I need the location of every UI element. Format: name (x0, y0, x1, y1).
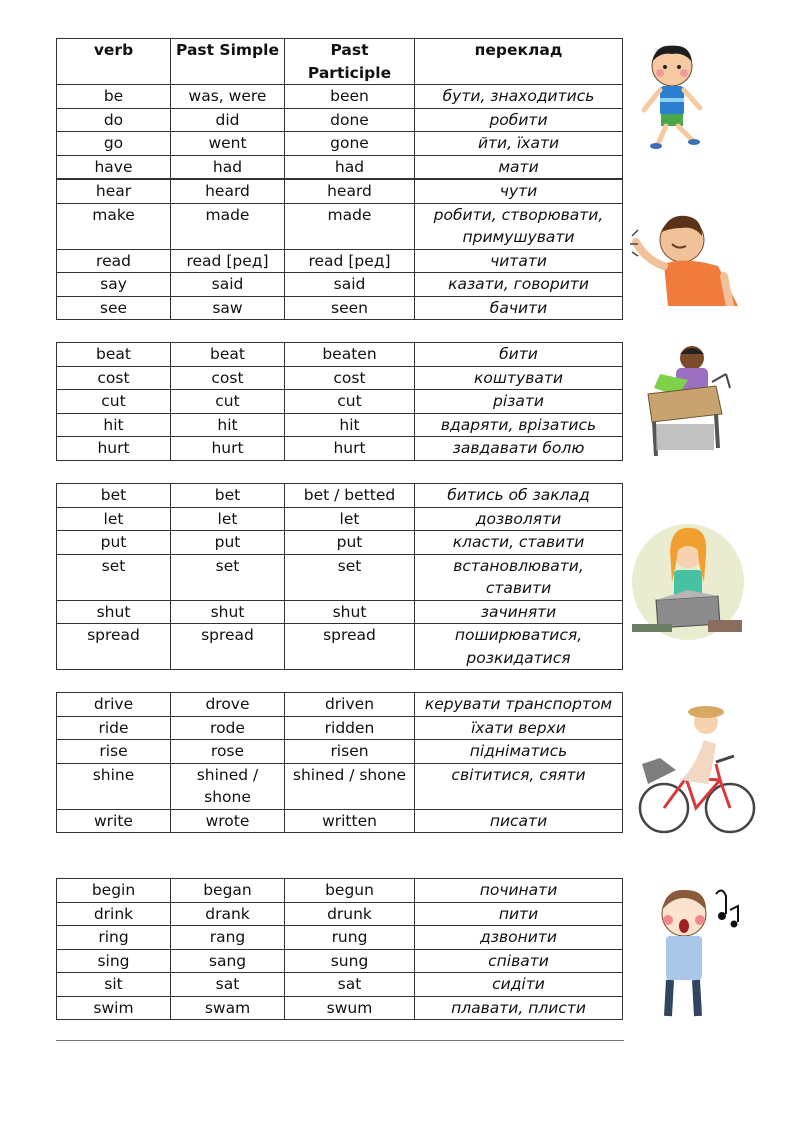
past-participle-cell: heard (285, 180, 415, 204)
past-participle-cell: bet / betted (285, 484, 415, 508)
translation-cell: їхати верхи (415, 716, 623, 740)
past-participle-cell: read [ред] (285, 249, 415, 273)
translation-cell: встановлювати, ставити (415, 554, 623, 600)
table-row (57, 531, 623, 555)
past-participle-cell: risen (285, 740, 415, 764)
past-participle-cell: shined / shone (285, 763, 415, 809)
past-participle-cell: written (285, 809, 415, 833)
verb-cell: drive (57, 693, 171, 717)
verb-cell: bet (57, 484, 171, 508)
past-simple-cell: heard (171, 180, 285, 204)
table-row (57, 155, 623, 179)
past-participle-cell: cost (285, 366, 415, 390)
past-participle-cell: cut (285, 390, 415, 414)
translation-cell: мати (415, 155, 623, 179)
past-simple-cell: had (171, 155, 285, 179)
table-row (57, 273, 623, 297)
past-participle-cell: been (285, 85, 415, 109)
past-simple-cell: cut (171, 390, 285, 414)
verb-cell: hear (57, 180, 171, 204)
table-row (57, 763, 623, 809)
verb-cell: make (57, 203, 171, 249)
past-simple-cell: did (171, 108, 285, 132)
past-participle-cell: sat (285, 973, 415, 997)
past-participle-cell: ridden (285, 716, 415, 740)
translation-cell: різати (415, 390, 623, 414)
past-participle-cell: swum (285, 996, 415, 1020)
verb-cell: read (57, 249, 171, 273)
table-row (57, 879, 623, 903)
verb-cell: sit (57, 973, 171, 997)
translation-cell: плавати, плисти (415, 996, 623, 1020)
verb-cell: sing (57, 949, 171, 973)
translation-cell: йти, їхати (415, 132, 623, 156)
verb-cell: say (57, 273, 171, 297)
translation-cell: світитися, сяяти (415, 763, 623, 809)
table-row (57, 366, 623, 390)
table-row (57, 716, 623, 740)
translation-cell: чути (415, 180, 623, 204)
table-row (57, 973, 623, 997)
past-participle-cell: sung (285, 949, 415, 973)
verb-cell: beat (57, 343, 171, 367)
translation-cell: робити, створювати, примушувати (415, 203, 623, 249)
verb-cell: shine (57, 763, 171, 809)
table-row (57, 996, 623, 1020)
girl-with-box-illustration (628, 520, 748, 642)
past-simple-cell: hurt (171, 437, 285, 461)
table-row (57, 108, 623, 132)
verb-cell: write (57, 809, 171, 833)
table-row (57, 85, 623, 109)
table-header-row (57, 39, 623, 85)
translation-cell: співати (415, 949, 623, 973)
verb-table-5 (56, 692, 623, 833)
past-participle-cell: spread (285, 624, 415, 670)
table-row (57, 413, 623, 437)
table-row (57, 624, 623, 670)
past-participle-cell: let (285, 507, 415, 531)
table-row (57, 437, 623, 461)
verb-cell: have (57, 155, 171, 179)
verb-cell: put (57, 531, 171, 555)
translation-cell: починати (415, 879, 623, 903)
past-participle-cell: put (285, 531, 415, 555)
header-past-simple: Past Simple (171, 39, 285, 85)
translation-cell: бити (415, 343, 623, 367)
boy-cutting-paper-illustration (642, 344, 734, 462)
verb-cell: cut (57, 390, 171, 414)
table-row (57, 693, 623, 717)
past-participle-cell: drunk (285, 902, 415, 926)
verb-cell: be (57, 85, 171, 109)
past-simple-cell: rode (171, 716, 285, 740)
translation-cell: поширюватися, розкидатися (415, 624, 623, 670)
past-participle-cell: hit (285, 413, 415, 437)
past-simple-cell: hit (171, 413, 285, 437)
verb-cell: hurt (57, 437, 171, 461)
verb-cell: spread (57, 624, 171, 670)
table-row (57, 343, 623, 367)
translation-cell: казати, говорити (415, 273, 623, 297)
verb-cell: begin (57, 879, 171, 903)
translation-cell: дзвонити (415, 926, 623, 950)
translation-cell: дозволяти (415, 507, 623, 531)
past-simple-cell: sang (171, 949, 285, 973)
past-simple-cell: saw (171, 296, 285, 320)
past-participle-cell: begun (285, 879, 415, 903)
past-simple-cell: drank (171, 902, 285, 926)
bottom-divider (56, 1040, 624, 1041)
header-translation: переклад (415, 39, 623, 85)
verb-cell: cost (57, 366, 171, 390)
translation-cell: пити (415, 902, 623, 926)
table-row (57, 390, 623, 414)
verb-cell: do (57, 108, 171, 132)
past-participle-cell: said (285, 273, 415, 297)
past-simple-cell: spread (171, 624, 285, 670)
verb-cell: go (57, 132, 171, 156)
translation-cell: битись об заклад (415, 484, 623, 508)
verb-table-6 (56, 878, 623, 1020)
past-simple-cell: beat (171, 343, 285, 367)
past-participle-cell: made (285, 203, 415, 249)
translation-cell: бути, знаходитись (415, 85, 623, 109)
girl-on-bicycle-illustration (634, 700, 758, 840)
past-simple-cell: shined / shone (171, 763, 285, 809)
past-simple-cell: rose (171, 740, 285, 764)
verb-table-2 (56, 179, 623, 320)
verb-cell: hit (57, 413, 171, 437)
table-row (57, 740, 623, 764)
past-participle-cell: rung (285, 926, 415, 950)
verb-cell: ride (57, 716, 171, 740)
verb-cell: rise (57, 740, 171, 764)
verb-table-1 (56, 38, 623, 179)
translation-cell: піднiматись (415, 740, 623, 764)
past-participle-cell: hurt (285, 437, 415, 461)
translation-cell: завдавати болю (415, 437, 623, 461)
past-participle-cell: driven (285, 693, 415, 717)
table-row (57, 902, 623, 926)
verb-cell: set (57, 554, 171, 600)
past-simple-cell: swam (171, 996, 285, 1020)
translation-cell: коштувати (415, 366, 623, 390)
verb-cell: swim (57, 996, 171, 1020)
past-participle-cell: set (285, 554, 415, 600)
past-simple-cell: drove (171, 693, 285, 717)
header-verb: verb (57, 39, 171, 85)
table-row (57, 132, 623, 156)
translation-cell: сидіти (415, 973, 623, 997)
past-simple-cell: let (171, 507, 285, 531)
translation-cell: робити (415, 108, 623, 132)
table-row (57, 809, 623, 833)
verb-cell: shut (57, 600, 171, 624)
translation-cell: читати (415, 249, 623, 273)
table-row (57, 949, 623, 973)
table-row (57, 180, 623, 204)
past-simple-cell: shut (171, 600, 285, 624)
past-participle-cell: gone (285, 132, 415, 156)
translation-cell: писати (415, 809, 623, 833)
verb-cell: see (57, 296, 171, 320)
table-row (57, 600, 623, 624)
translation-cell: бачити (415, 296, 623, 320)
past-simple-cell: began (171, 879, 285, 903)
translation-cell: керувати транспортом (415, 693, 623, 717)
past-simple-cell: wrote (171, 809, 285, 833)
past-participle-cell: done (285, 108, 415, 132)
past-simple-cell: set (171, 554, 285, 600)
past-simple-cell: put (171, 531, 285, 555)
past-participle-cell: seen (285, 296, 415, 320)
past-simple-cell: was, were (171, 85, 285, 109)
past-simple-cell: read [ред] (171, 249, 285, 273)
verb-table-4 (56, 483, 623, 670)
table-row (57, 507, 623, 531)
table-row (57, 484, 623, 508)
past-simple-cell: bet (171, 484, 285, 508)
walking-boy-illustration (636, 40, 708, 152)
table-row (57, 926, 623, 950)
verb-cell: let (57, 507, 171, 531)
past-simple-cell: said (171, 273, 285, 297)
past-simple-cell: went (171, 132, 285, 156)
talking-man-illustration (628, 206, 762, 306)
singing-boy-illustration (648, 880, 742, 1022)
past-simple-cell: made (171, 203, 285, 249)
table-row (57, 249, 623, 273)
translation-cell: класти, ставити (415, 531, 623, 555)
verb-cell: ring (57, 926, 171, 950)
table-row (57, 203, 623, 249)
past-simple-cell: cost (171, 366, 285, 390)
header-past-participle: Past Participle (285, 39, 415, 85)
past-participle-cell: had (285, 155, 415, 179)
translation-cell: вдаряти, врізатись (415, 413, 623, 437)
past-simple-cell: rang (171, 926, 285, 950)
translation-cell: зачиняти (415, 600, 623, 624)
past-simple-cell: sat (171, 973, 285, 997)
past-participle-cell: shut (285, 600, 415, 624)
verb-cell: drink (57, 902, 171, 926)
verb-table-3 (56, 342, 623, 461)
table-row (57, 554, 623, 600)
past-participle-cell: beaten (285, 343, 415, 367)
table-row (57, 296, 623, 320)
